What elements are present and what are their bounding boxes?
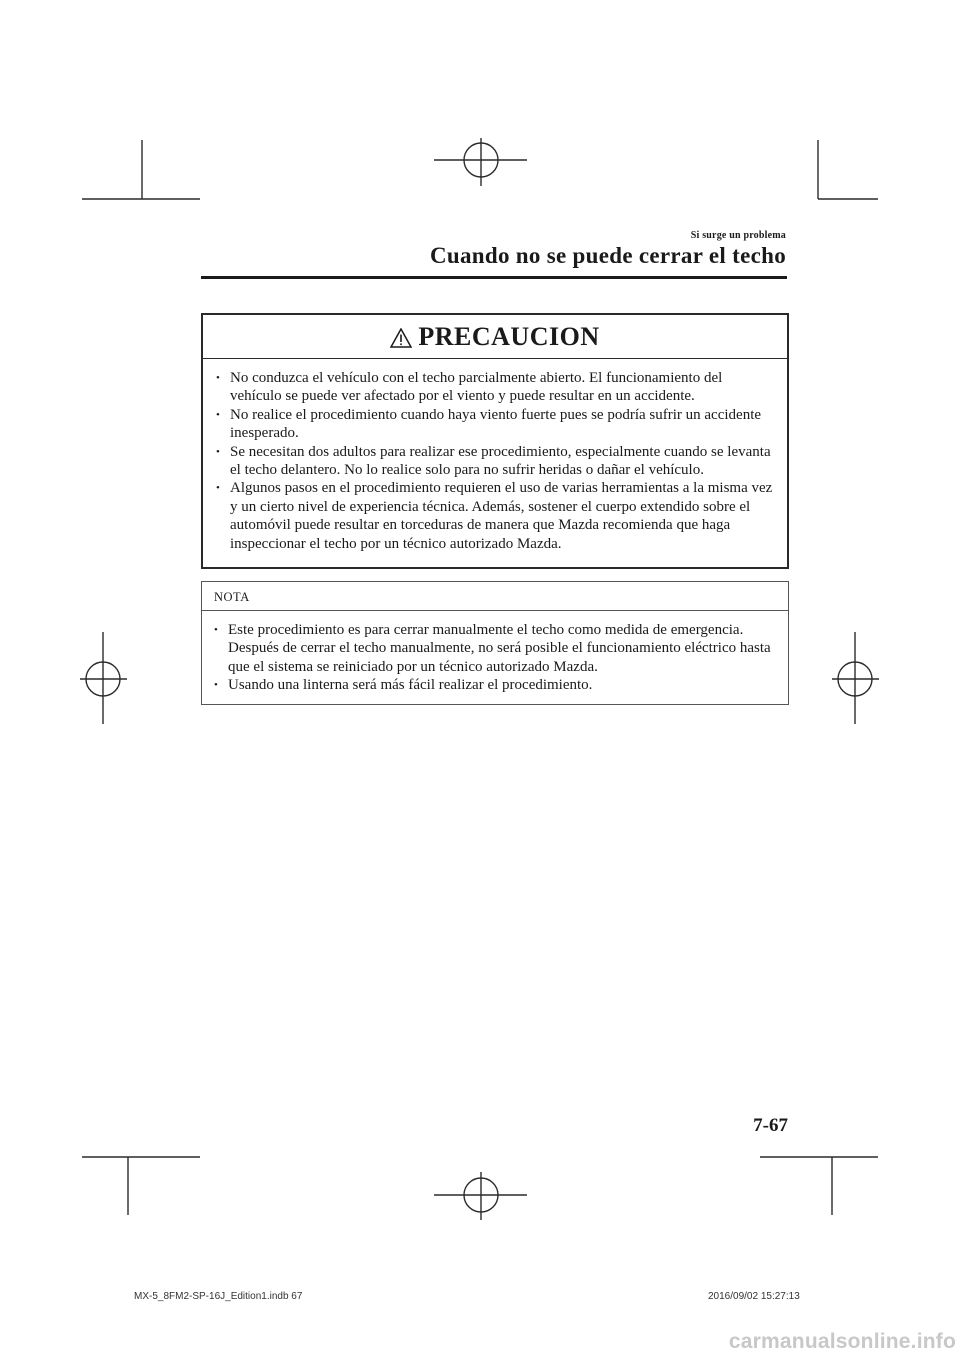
caution-box <box>201 313 789 569</box>
list-item: • Este procedimiento es para cerrar manualmente el techo como medida de emergencia. Después de cerrar el techo manualmente, no será posible el funcionamiento eléctrico hasta que el sistema se reiniciado por un técnico autorizado Mazda. <box>214 621 778 676</box>
list-item: • Se necesitan dos adultos para realizar ese procedimiento, especialmente cuando se levanta el techo delantero. No lo realice solo para no sufrir heridas o dañar el vehículo. <box>216 443 777 480</box>
list-item: • No realice el procedimiento cuando haya viento fuerte pues se podría sufrir un accidente inesperado. <box>216 406 777 443</box>
note-title: NOTA <box>214 590 250 604</box>
warning-triangle-icon <box>390 328 412 348</box>
page-number: 7-67 <box>753 1115 788 1136</box>
note-header <box>202 582 788 611</box>
title-rule <box>201 276 787 279</box>
note-box <box>201 581 789 705</box>
caution-title: PRECAUCION <box>418 321 600 351</box>
watermark: carmanualsonline.info <box>728 1330 956 1353</box>
page-title: Cuando no se puede cerrar el techo <box>429 243 786 268</box>
footer-date-info: 2016/09/02 15:27:13 <box>708 1291 800 1302</box>
section-label: Si surge un problema <box>690 230 786 241</box>
note-list <box>202 611 788 704</box>
list-item: • Usando una linterna será más fácil realizar el procedimiento. <box>214 676 778 694</box>
caution-header <box>203 315 787 359</box>
footer-file-info: MX-5_8FM2-SP-16J_Edition1.indb 67 <box>134 1291 303 1302</box>
caution-list <box>203 359 787 567</box>
list-item: • No conduzca el vehículo con el techo parcialmente abierto. El funcionamiento del vehículo se puede ver afectado por el viento y puede resultar en un accidente. <box>216 369 777 406</box>
list-item: • Algunos pasos en el procedimiento requieren el uso de varias herramientas a la misma vez y un cierto nivel de experiencia técnica. Además, sostener el cuerpo extendido sobre el automóvil puede resultar en torceduras de manera que Mazda recomienda que haga inspeccionar el techo por un técnico autorizado Mazda. <box>216 479 777 553</box>
